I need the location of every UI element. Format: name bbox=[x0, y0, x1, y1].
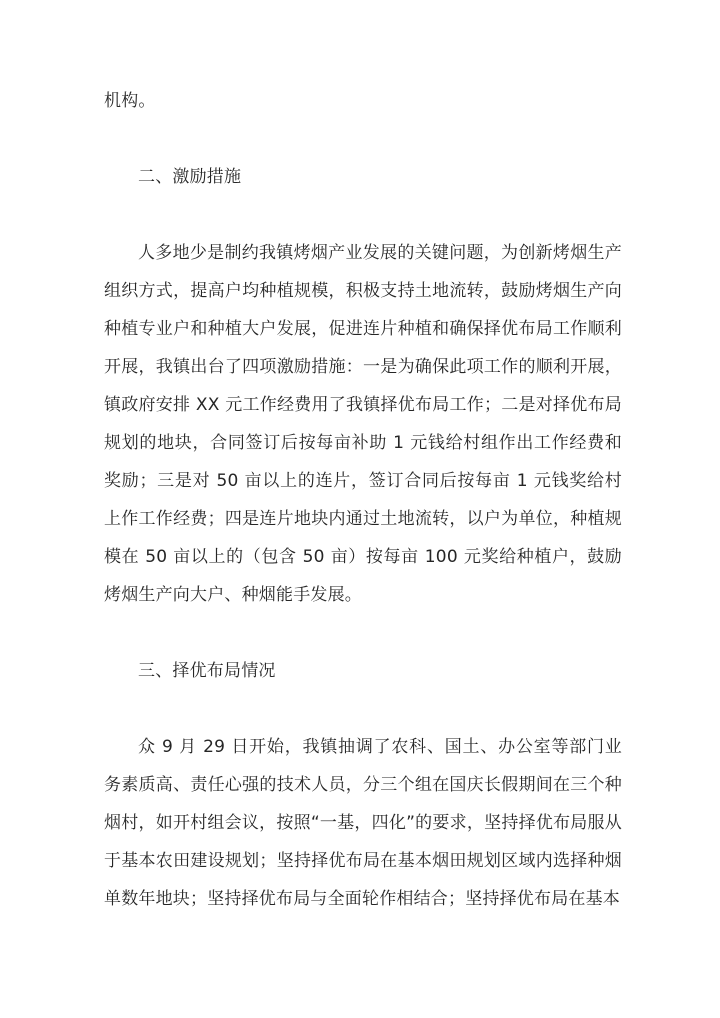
paragraph-layout-status: 众 9 月 29 日开始，我镇抽调了农科、国土、办公室等部门业务素质高、责任心强的技术人员，分三个组在国庆长假期间在三个种烟村，如开村组会议，按照“一基，四化”的要求，坚持择优布局服从于基本农田建设规划；坚持择优布局在基本烟田规划区域内选择种烟单数年地块；坚持择优布局与全面轮作相结合；坚持择优布局在基本 bbox=[104, 737, 622, 909]
vertical-spacer bbox=[104, 196, 622, 234]
vertical-spacer bbox=[104, 614, 622, 652]
paragraph-continuation-line: 机构。 bbox=[104, 91, 156, 111]
document-text-column bbox=[104, 82, 622, 918]
paragraph-incentive-measures: 人多地少是制约我镇烤烟产业发展的关键问题，为创新烤烟生产组织方式，提高户均种植规模，积极支持土地流转，鼓励烤烟生产向种植专业户和种植大户发展，促进连片种植和确保择优布局工作顺利开展，我镇出台了四项激励措施：一是为确保此项工作的顺利开展，镇政府安排 XX 元工作经费用了我镇择优布局工作；二是对择优布局规划的地块，合同签订后按每亩补助 1 元钱给村组作出工作经费和奖励；三是对 50 亩以上的连片，签订合同后按每亩 1 元钱奖给村上作工作经费；四是连片地块内通过土地流转，以户为单位，种植规模在 50 亩以上的（包含 50 亩）按每亩 100 元奖给种植户，鼓励烤烟生产向大户、种烟能手发展。 bbox=[104, 243, 622, 605]
vertical-spacer bbox=[104, 120, 622, 158]
section-heading-three: 三、择优布局情况 bbox=[138, 661, 276, 681]
vertical-spacer bbox=[104, 690, 622, 728]
section-heading-two: 二、激励措施 bbox=[138, 167, 242, 187]
